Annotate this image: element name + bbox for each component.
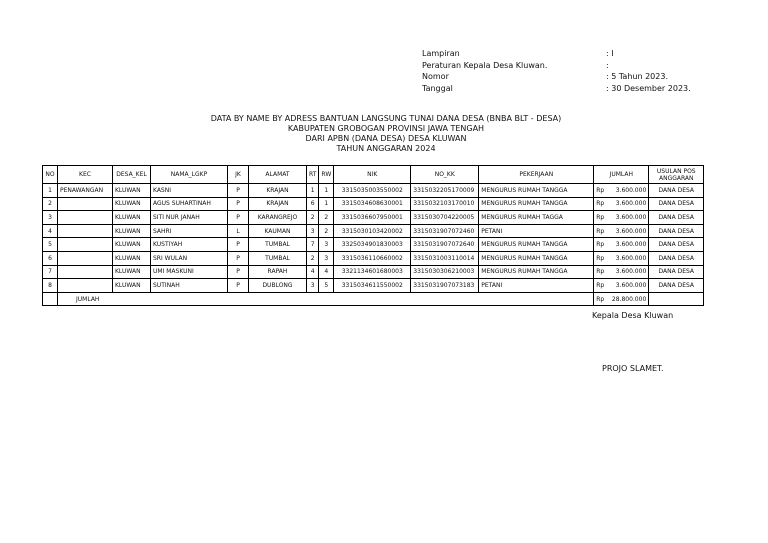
currency-label: Rp <box>596 268 605 276</box>
column-header: RT <box>307 166 319 184</box>
cell-usulan: DANA DESA <box>649 279 704 293</box>
total-amount: 28.800.000 <box>611 295 647 303</box>
column-header: RW <box>319 166 334 184</box>
cell-rt: 1 <box>307 184 319 198</box>
meta-row <box>422 48 691 60</box>
amount-value: 3.600.000 <box>615 186 647 194</box>
cell-pekerjaan: MENGURUS RUMAH TANGGA <box>479 251 594 265</box>
signature-title: Kepala Desa Kluwan <box>592 311 674 320</box>
cell-jk: P <box>228 251 249 265</box>
cell-rt: 4 <box>307 265 319 279</box>
cell-rw: 4 <box>319 265 334 279</box>
cell-nik: 3315034608630001 <box>334 197 411 211</box>
cell-jk: P <box>228 265 249 279</box>
cell-nik: 3315036607950001 <box>334 211 411 225</box>
column-header: NO_KK <box>411 166 479 184</box>
cell-usulan: DANA DESA <box>649 197 704 211</box>
cell-desa: KLUWAN <box>113 251 151 265</box>
cell-pekerjaan: MENGURUS RUMAH TAGGA <box>479 211 594 225</box>
column-header: DESA_KEL <box>113 166 151 184</box>
cell-jumlah <box>594 279 649 293</box>
cell-kk: 3315030306210003 <box>411 265 479 279</box>
total-row <box>43 292 704 306</box>
cell-jumlah <box>594 211 649 225</box>
cell-no: 1 <box>43 184 58 198</box>
meta-label: Tanggal <box>422 83 453 93</box>
amount-value: 3.600.000 <box>615 241 647 249</box>
cell-usulan: DANA DESA <box>649 251 704 265</box>
cell-jumlah <box>594 184 649 198</box>
cell-pekerjaan: MENGURUS RUMAH TANGGA <box>479 197 594 211</box>
cell-nama: KASNI <box>151 184 228 198</box>
column-header: ALAMAT <box>249 166 307 184</box>
cell-no: 3 <box>43 211 58 225</box>
cell-jumlah <box>594 251 649 265</box>
currency-label: Rp <box>596 186 605 194</box>
cell-alamat: KRAJAN <box>249 197 307 211</box>
amount-value: 3.600.000 <box>615 227 647 235</box>
cell-usulan: DANA DESA <box>649 184 704 198</box>
meta-label: Peraturan Kepala Desa Kluwan. <box>422 60 548 70</box>
cell-kec <box>58 251 113 265</box>
title-line: KABUPATEN GROBOGAN PROVINSI JAWA TENGAH <box>287 124 485 133</box>
meta-value: : <box>606 60 609 70</box>
cell-nama: SAHRI <box>151 224 228 238</box>
attachment-meta <box>422 48 691 94</box>
column-header: PEKERJAAN <box>479 166 594 184</box>
cell-rw: 5 <box>319 279 334 293</box>
cell-kec <box>58 265 113 279</box>
table-row <box>43 184 704 198</box>
cell-kec <box>58 279 113 293</box>
cell-rw: 2 <box>319 211 334 225</box>
cell-desa: KLUWAN <box>113 224 151 238</box>
cell-desa: KLUWAN <box>113 184 151 198</box>
cell-pekerjaan: MENGURUS RUMAH TANGGA <box>479 184 594 198</box>
currency-label: Rp <box>596 254 605 262</box>
table-row <box>43 251 704 265</box>
cell-rw: 3 <box>319 251 334 265</box>
cell-kec <box>58 197 113 211</box>
cell-nama: SUTINAH <box>151 279 228 293</box>
cell-nama: AGUS SUHARTINAH <box>151 197 228 211</box>
cell-usulan: DANA DESA <box>649 265 704 279</box>
cell-rt: 6 <box>307 197 319 211</box>
cell-nik: 3315030103420002 <box>334 224 411 238</box>
cell-desa: KLUWAN <box>113 238 151 252</box>
cell-kec <box>58 224 113 238</box>
cell-jk: P <box>228 197 249 211</box>
currency-label: Rp <box>596 281 605 289</box>
table-row <box>43 211 704 225</box>
cell-rt: 3 <box>307 224 319 238</box>
cell-nik: 3315035003550002 <box>334 184 411 198</box>
cell-kk: 3315031907072640 <box>411 238 479 252</box>
cell-pekerjaan: PETANI <box>479 224 594 238</box>
cell-kk: 3315032103170010 <box>411 197 479 211</box>
cell-kk: 3315031907072460 <box>411 224 479 238</box>
cell-jk: P <box>228 211 249 225</box>
cell-nama: SITI NUR JANAH <box>151 211 228 225</box>
meta-label: Nomor <box>422 72 449 81</box>
cell-jk: P <box>228 238 249 252</box>
cell-jumlah <box>594 224 649 238</box>
table-row <box>43 224 704 238</box>
cell-nama: UMI MASKUNI <box>151 265 228 279</box>
cell-rt: 2 <box>307 211 319 225</box>
cell-alamat: KRAJAN <box>249 184 307 198</box>
cell-jumlah <box>594 238 649 252</box>
amount-value: 3.600.000 <box>615 254 647 262</box>
cell-desa: KLUWAN <box>113 279 151 293</box>
meta-value: : 30 Desember 2023. <box>606 83 691 93</box>
cell-alamat: RAPAH <box>249 265 307 279</box>
cell-desa: KLUWAN <box>113 211 151 225</box>
cell-kk: 3315032205170009 <box>411 184 479 198</box>
cell-nik: 3325034901830003 <box>334 238 411 252</box>
meta-value: : 5 Tahun 2023. <box>606 72 668 81</box>
amount-value: 3.600.000 <box>615 268 647 276</box>
cell-no: 7 <box>43 265 58 279</box>
cell-jk: P <box>228 184 249 198</box>
cell-jumlah <box>594 197 649 211</box>
cell-kk: 3315030704220005 <box>411 211 479 225</box>
cell-kec <box>58 211 113 225</box>
cell-kec: PENAWANGAN <box>58 184 113 198</box>
meta-label: Lampiran <box>422 49 460 58</box>
cell-rw: 1 <box>319 184 334 198</box>
cell-pekerjaan: MENGURUS RUMAH TANGGA <box>479 238 594 252</box>
title-line: TAHUN ANGGARAN 2024 <box>336 144 436 153</box>
cell-alamat: TUMBAL <box>249 251 307 265</box>
cell-jk: L <box>228 224 249 238</box>
meta-row <box>422 83 691 95</box>
total-label: JUMLAH <box>58 292 594 306</box>
cell-nik: 3315034611550002 <box>334 279 411 293</box>
amount-value: 3.600.000 <box>615 281 647 289</box>
title-line: DATA BY NAME BY ADRESS BANTUAN LANGSUNG TUNAI DANA DESA (BNBA BLT - DESA) <box>210 114 562 123</box>
signature-name: PROJO SLAMET. <box>602 364 664 373</box>
cell-kec <box>58 238 113 252</box>
cell-no: 6 <box>43 251 58 265</box>
table-row <box>43 265 704 279</box>
column-header: JK <box>228 166 249 184</box>
cell-no: 2 <box>43 197 58 211</box>
cell-desa: KLUWAN <box>113 265 151 279</box>
meta-row <box>422 71 691 83</box>
total-currency: Rp <box>596 295 605 303</box>
cell-alamat: KARANGREJO <box>249 211 307 225</box>
amount-value: 3.600.000 <box>615 200 647 208</box>
meta-row <box>422 60 691 72</box>
currency-label: Rp <box>596 241 605 249</box>
cell-jk: P <box>228 279 249 293</box>
amount-value: 3.600.000 <box>615 213 647 221</box>
cell-nama: SRI WULAN <box>151 251 228 265</box>
cell-no: 5 <box>43 238 58 252</box>
cell-pekerjaan: MENGURUS RUMAH TANGGA <box>479 265 594 279</box>
document-title <box>0 114 768 154</box>
column-header: NAMA_LGKP <box>151 166 228 184</box>
currency-label: Rp <box>596 213 605 221</box>
column-header: NIK <box>334 166 411 184</box>
cell-usulan: DANA DESA <box>649 211 704 225</box>
cell-rt: 7 <box>307 238 319 252</box>
cell-kk: 3315031907073183 <box>411 279 479 293</box>
currency-label: Rp <box>596 227 605 235</box>
currency-label: Rp <box>596 200 605 208</box>
column-header: JUMLAH <box>594 166 649 184</box>
cell-alamat: DUBLONG <box>249 279 307 293</box>
cell-usulan: DANA DESA <box>649 224 704 238</box>
table-row <box>43 238 704 252</box>
table-header-row <box>43 166 704 184</box>
cell-rw: 2 <box>319 224 334 238</box>
cell-kk: 3315031003110014 <box>411 251 479 265</box>
cell-alamat: TUMBAL <box>249 238 307 252</box>
cell-rw: 3 <box>319 238 334 252</box>
cell-no: 4 <box>43 224 58 238</box>
cell-pekerjaan: PETANI <box>479 279 594 293</box>
table-row <box>43 279 704 293</box>
cell-no: 8 <box>43 279 58 293</box>
column-header: KEC <box>58 166 113 184</box>
beneficiary-table <box>42 165 704 306</box>
cell-nik: 3315036110660002 <box>334 251 411 265</box>
title-line: DARI APBN (DANA DESA) DESA KLUWAN <box>305 134 467 143</box>
cell-rt: 2 <box>307 251 319 265</box>
table-row <box>43 197 704 211</box>
cell-jumlah <box>594 265 649 279</box>
cell-nama: KUSTIYAH <box>151 238 228 252</box>
cell-usulan: DANA DESA <box>649 238 704 252</box>
cell-alamat: KAUMAN <box>249 224 307 238</box>
cell-rt: 3 <box>307 279 319 293</box>
column-header: NO <box>43 166 58 184</box>
meta-value: : I <box>606 49 614 58</box>
column-header: USULAN POS ANGGARAN <box>649 166 704 184</box>
cell-desa: KLUWAN <box>113 197 151 211</box>
cell-nik: 3321134601680003 <box>334 265 411 279</box>
cell-rw: 1 <box>319 197 334 211</box>
